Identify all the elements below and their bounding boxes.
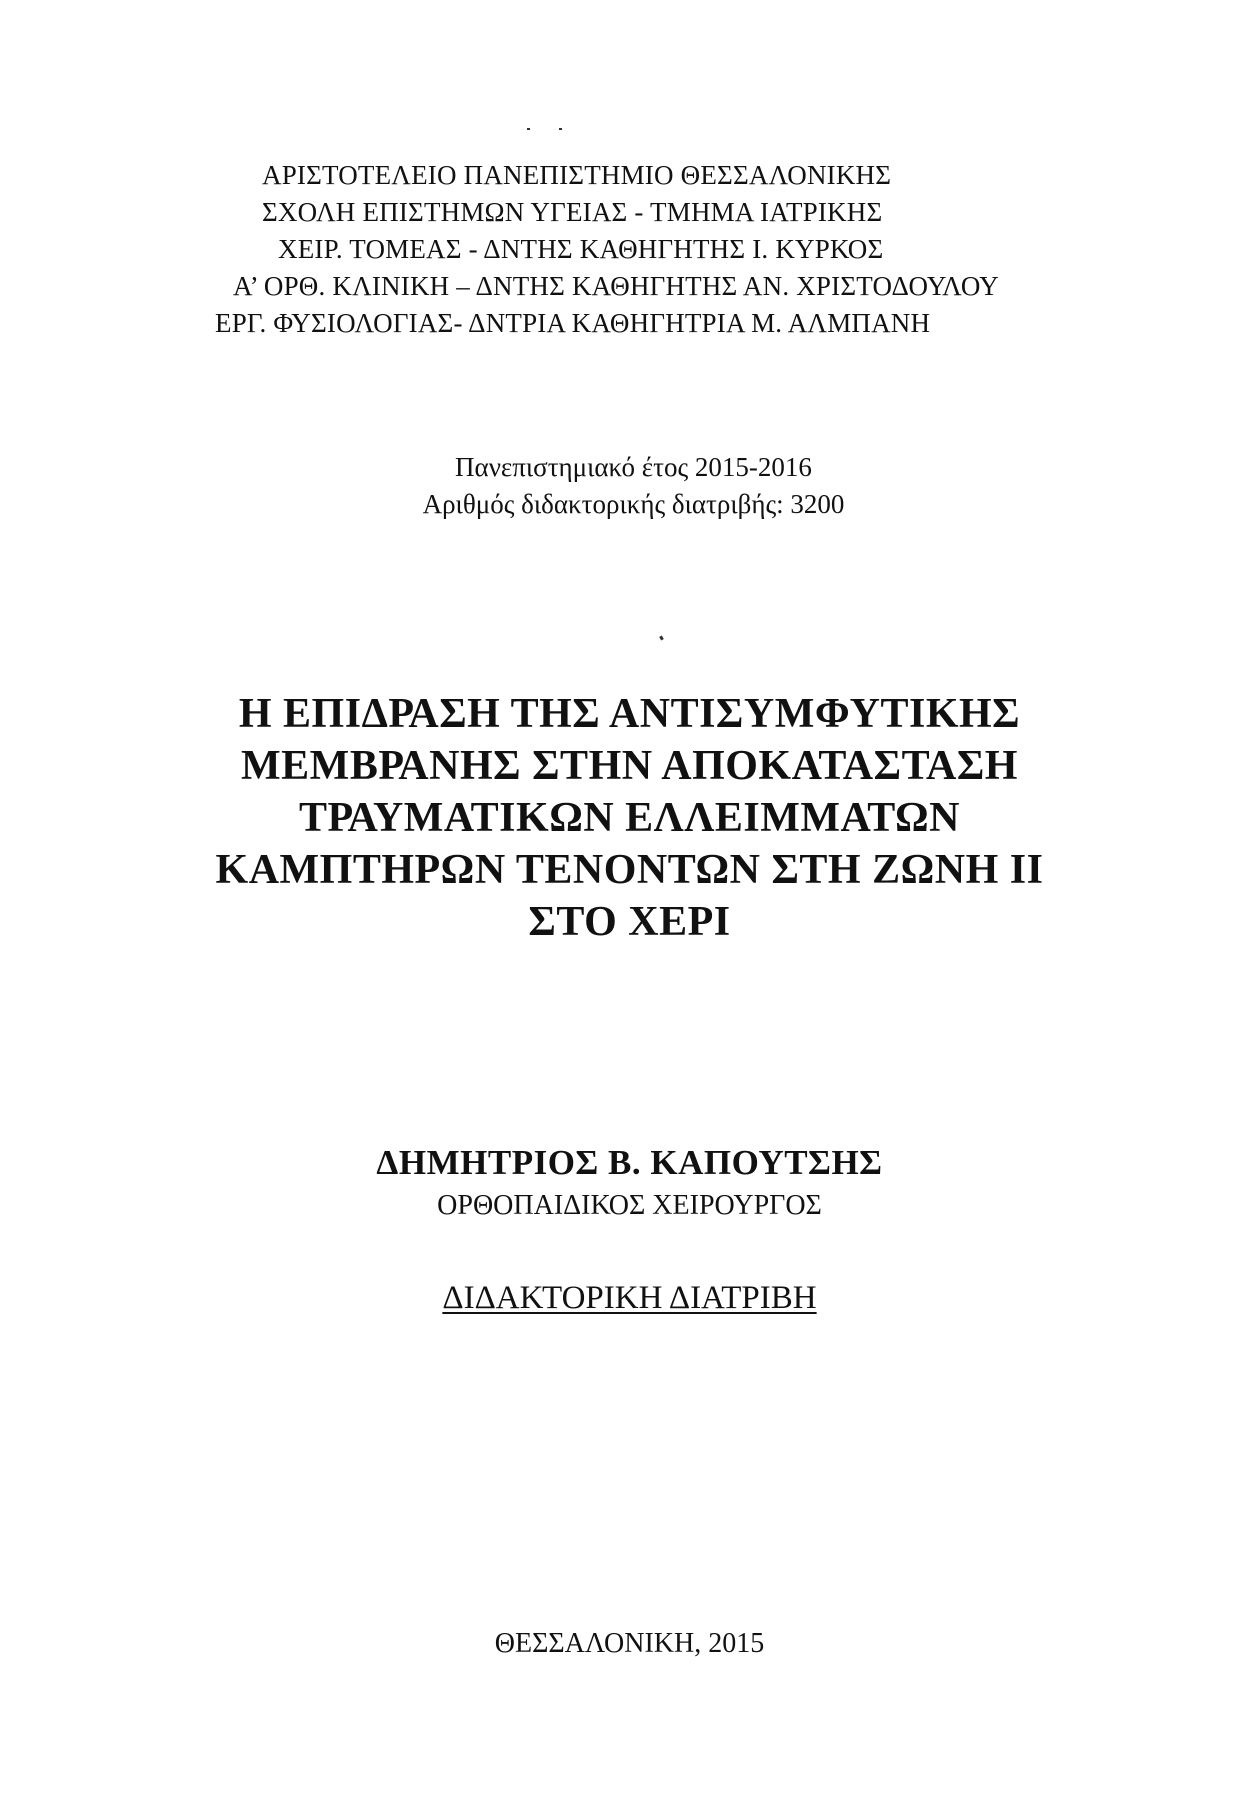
author-profession: ΟΡΘΟΠΑΙΔΙΚΟΣ ΧΕΙΡΟΥΡΓΟΣ bbox=[437, 1190, 822, 1221]
document-type-label: ΔΙΔΑΚΤΟΡΙΚΗ ΔΙΑΤΡΙΒΗ bbox=[442, 1280, 817, 1316]
header-line-surgical-sector: ΧΕΙΡ. ΤΟΜΕΑΣ - ΔΝΤΗΣ ΚΑΘΗΓΗΤΗΣ Ι. ΚΥΡΚΟΣ bbox=[278, 234, 884, 264]
title-line: ΚΑΜΠΤΗΡΩΝ ΤΕΝΟΝΤΩΝ ΣΤΗ ΖΩΝΗ ΙΙ bbox=[215, 847, 1044, 893]
title-line: ΣΤΟ ΧΕΡΙ bbox=[528, 899, 731, 945]
header-line-university: ΑΡΙΣΤΟΤΕΛΕΙΟ ΠΑΝΕΠΙΣΤΗΜΙΟ ΘΕΣΣΑΛΟΝΙΚΗΣ bbox=[262, 160, 892, 190]
title-line: ΜΕΜΒΡΑΝΗΣ ΣΤΗΝ ΑΠΟΚΑΤΑΣΤΑΣΗ bbox=[241, 743, 1018, 789]
place-year: ΘΕΣΣΑΛΟΝΙΚΗ, 2015 bbox=[494, 1628, 765, 1659]
document-type bbox=[0, 1280, 1259, 1317]
header-line-physiology-lab: ΕΡΓ. ΦΥΣΙΟΛΟΓΙΑΣ- ΔΝΤΡΙΑ ΚΑΘΗΓΗΤΡΙΑ Μ. ΑΛΜΠΑΝΗ bbox=[215, 308, 931, 338]
dissertation-title bbox=[0, 688, 1259, 948]
academic-year: Πανεπιστημιακό έτος 2015-2016 bbox=[455, 452, 812, 482]
header-line-school: ΣΧΟΛΗ ΕΠΙΣΤΗΜΩΝ ΥΓΕΙΑΣ - ΤΜΗΜΑ ΙΑΤΡΙΚΗΣ bbox=[262, 197, 883, 227]
header-line-orthopedic-clinic: Α’ ΟΡΘ. ΚΛΙΝΙΚΗ – ΔΝΤΗΣ ΚΑΘΗΓΗΤΗΣ ΑΝ. ΧΡΙΣΤΟΔΟΥΛΟΥ bbox=[233, 271, 999, 301]
title-line: Η ΕΠΙΔΡΑΣΗ ΤΗΣ ΑΝΤΙΣΥΜΦΥΤΙΚΗΣ bbox=[238, 691, 1021, 737]
dissertation-number: Αριθμός διδακτορικής διατριβής: 3200 bbox=[422, 489, 845, 519]
author-name: ΔΗΜΗΤΡΙΟΣ Β. ΚΑΠΟΥΤΣΗΣ bbox=[376, 1143, 883, 1182]
scan-mark bbox=[659, 636, 664, 641]
title-line: ΤΡΑΥΜΑΤΙΚΩΝ ΕΛΛΕΙΜΜΑΤΩΝ bbox=[298, 795, 960, 841]
scan-mark bbox=[527, 128, 530, 130]
scan-mark bbox=[559, 128, 562, 130]
